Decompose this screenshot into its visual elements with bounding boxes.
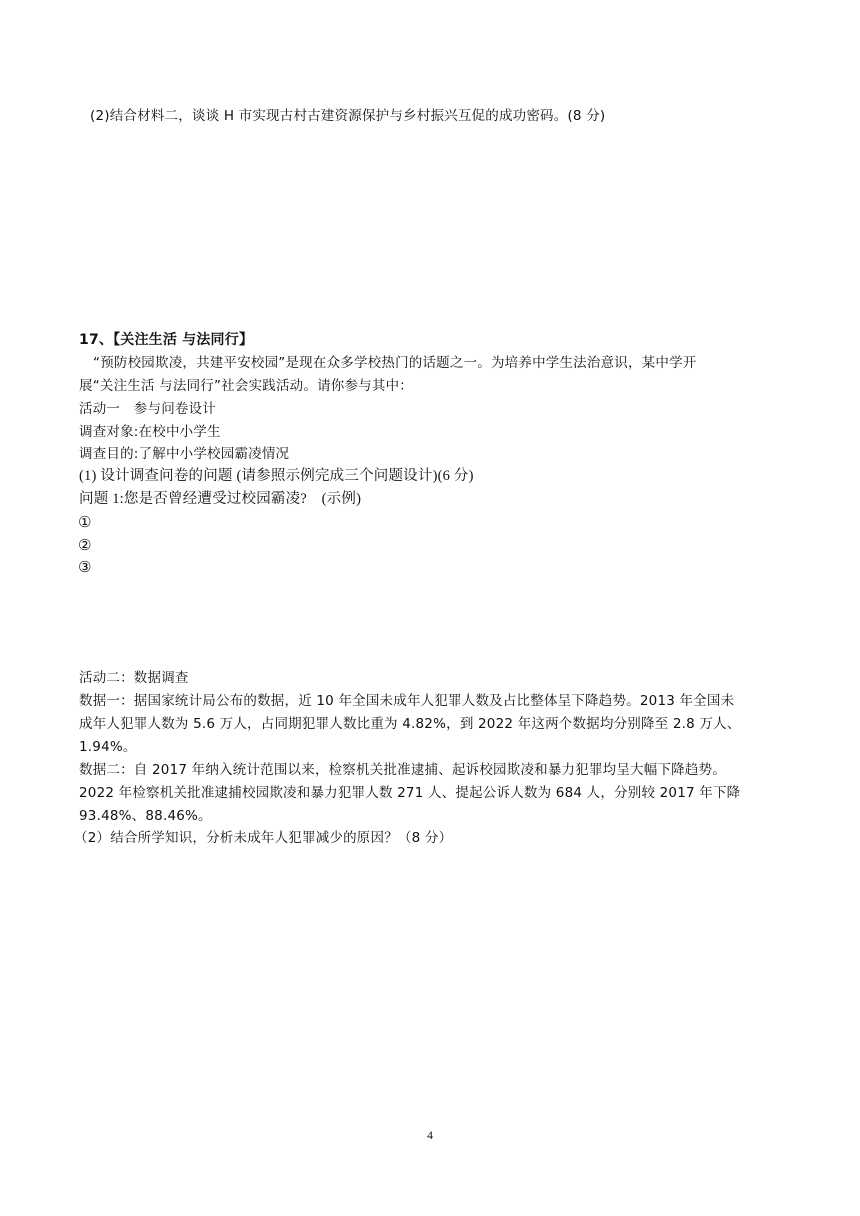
question-17-intro-line-2: 展“关注生活 与法同行”社会实践活动。请你参与其中：	[79, 378, 413, 394]
data-1-line-2: 成年人犯罪人数为 5.6 万人，占同期犯罪人数比重为 4.82%，到 2022 年这两个数据均分别降至 2.8 万人、	[79, 716, 741, 732]
activity-1-title: 活动一 参与问卷设计	[79, 401, 216, 417]
page-number: 4	[427, 1128, 433, 1142]
question-17-intro-line-1: “预防校园欺凌，共建平安校园”是现在众多学校热门的话题之一。为培养中学生法治意识，某中学开	[93, 355, 697, 371]
answer-marker-2: ②	[78, 536, 92, 554]
answer-marker-3: ③	[78, 558, 92, 576]
question-16-part-2: (2)结合材料二，谈谈 H 市实现古村古建资源保护与乡村振兴互促的成功密码。(8 分)	[90, 108, 606, 124]
data-2-line-1: 数据二：自 2017 年纳入统计范围以来，检察机关批准逮捕、起诉校园欺凌和暴力犯罪均呈大幅下降趋势。	[79, 762, 726, 778]
survey-target: 调查对象:在校中小学生	[79, 424, 221, 440]
survey-purpose: 调查目的:了解中小学校园霸凌情况	[79, 446, 290, 462]
example-question: 问题 1:您是否曾经遭受过校园霸凌? (示例)	[79, 491, 362, 507]
part-2-prompt: （2）结合所学知识，分析未成年人犯罪减少的原因？（8 分）	[74, 830, 453, 846]
data-2-line-3: 93.48%、88.46%。	[79, 808, 212, 824]
question-17-title: 17、【关注生活 与法同行】	[79, 332, 254, 348]
answer-marker-1: ①	[78, 513, 92, 531]
part-1-prompt: (1) 设计调查问卷的问题 (请参照示例完成三个问题设计)(6 分)	[79, 468, 474, 484]
activity-2-title: 活动二：数据调查	[79, 670, 189, 686]
data-1-line-3: 1.94%。	[79, 739, 137, 755]
data-1-line-1: 数据一：据国家统计局公布的数据，近 10 年全国未成年人犯罪人数及占比整体呈下降趋势。2013 年全国未	[79, 693, 735, 709]
data-2-line-2: 2022 年检察机关批准逮捕校园欺凌和暴力犯罪人数 271 人、提起公诉人数为 684 人，分别较 2017 年下降	[79, 785, 741, 801]
